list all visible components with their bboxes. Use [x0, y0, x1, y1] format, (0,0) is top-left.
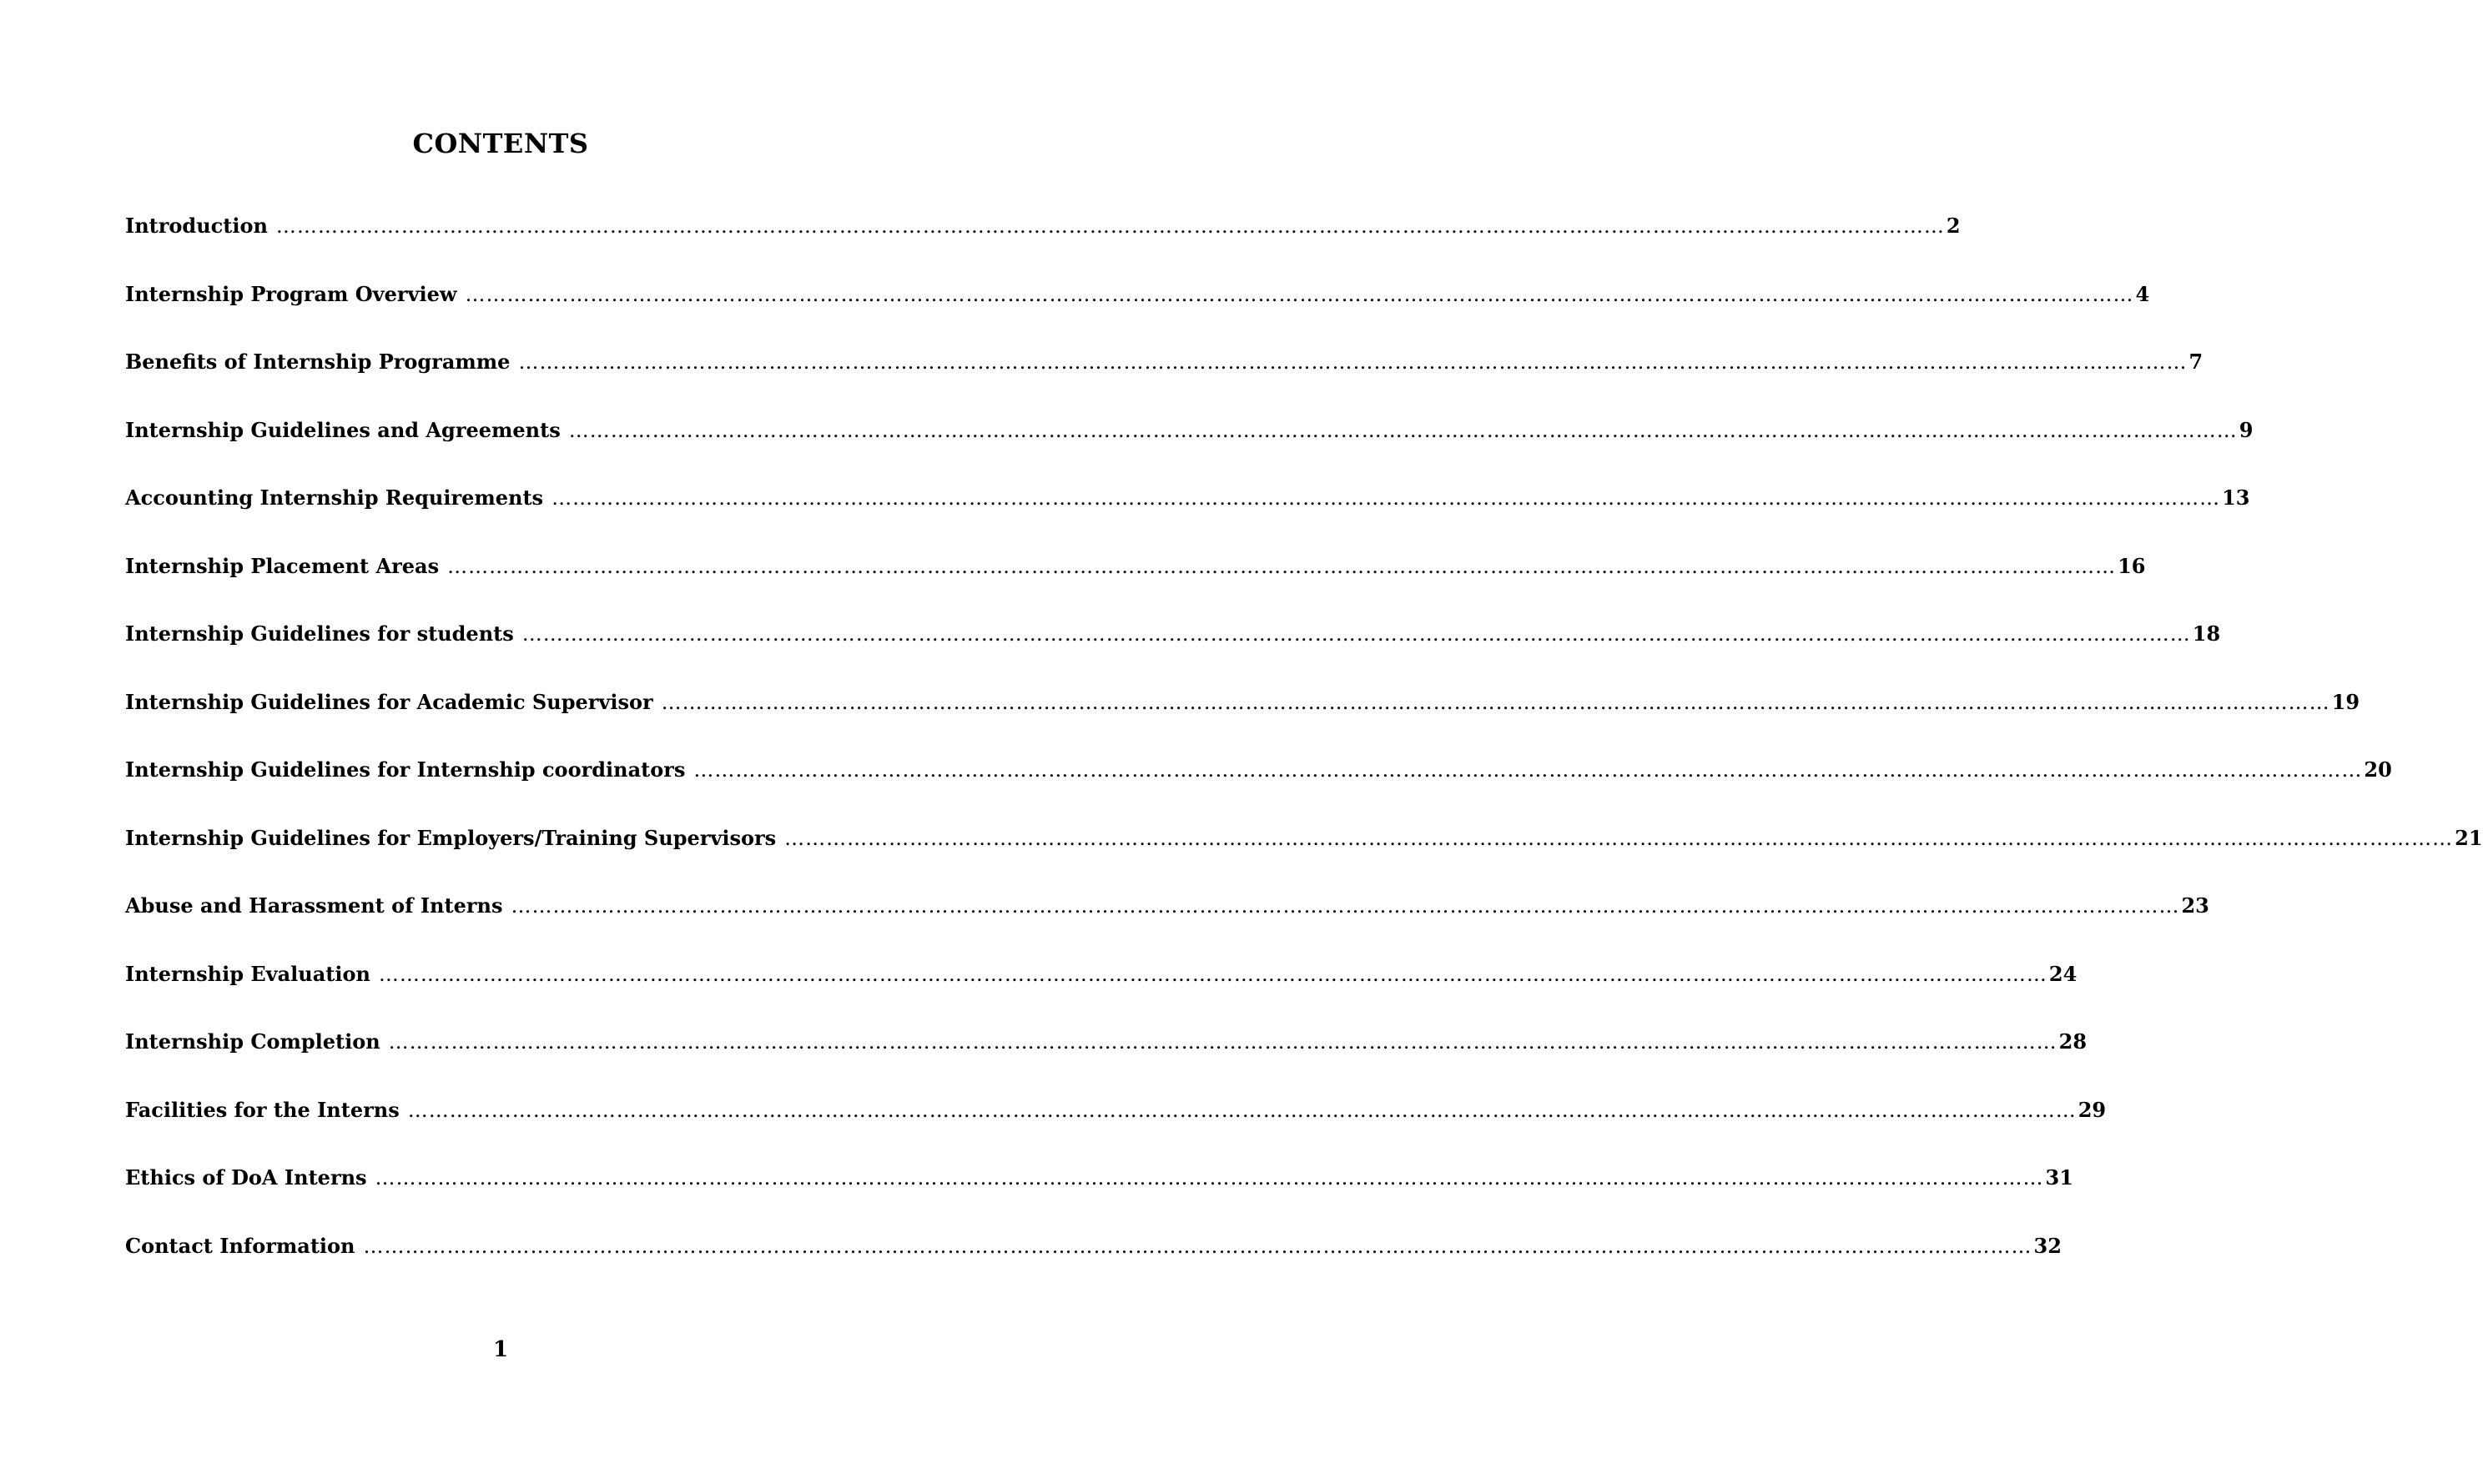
toc-entry-page: 16: [2118, 553, 2146, 578]
toc-entry-page: 28: [2058, 1029, 2088, 1054]
dot-leader: ……………………………………………………………………………………………………………………………………………………………………………………………………………………: [693, 758, 2363, 782]
toc-entry-label: Ethics of DoA Interns: [125, 1165, 367, 1190]
toc-entry-page: 32: [2033, 1233, 2062, 1258]
toc-entry-contact-information[interactable]: [125, 1233, 2062, 1302]
toc-entry-page: 23: [2181, 893, 2209, 918]
toc-entry-page: 2: [1946, 214, 1961, 238]
toc-entry-accounting-requirements[interactable]: [125, 485, 2250, 554]
toc-entry-label: Internship Guidelines for students: [125, 621, 514, 646]
toc-entry-label: Facilities for the Interns: [125, 1097, 400, 1122]
toc-entry-introduction[interactable]: [125, 214, 1961, 282]
dot-leader: ……………………………………………………………………………………………………………………………………………………………………………………………………………………: [465, 282, 2134, 306]
toc-entry-guidelines-students[interactable]: [125, 621, 2221, 690]
toc-entry-label: Internship Guidelines for Internship coordinators: [125, 757, 686, 782]
page-number: 1: [492, 1337, 509, 1362]
toc-entry-page: 29: [2078, 1097, 2107, 1122]
toc-entry-guidelines-coordinators[interactable]: [125, 757, 2392, 826]
dot-leader: ……………………………………………………………………………………………………………………………………………………………………………………………………………………: [375, 1166, 2044, 1190]
toc-entry-program-overview[interactable]: [125, 281, 2150, 350]
dot-leader: ……………………………………………………………………………………………………………………………………………………………………………………………………………………: [378, 962, 2047, 986]
dot-leader: ……………………………………………………………………………………………………………………………………………………………………………………………………………………: [363, 1234, 2032, 1258]
toc-entry-label: Internship Guidelines for Employers/Training Supervisors: [125, 825, 777, 850]
toc-entry-label: Contact Information: [125, 1233, 355, 1258]
dot-leader: ……………………………………………………………………………………………………………………………………………………………………………………………………………………: [518, 350, 2188, 374]
toc-entry-evaluation[interactable]: [125, 961, 2078, 1030]
toc-entry-guidelines-academic-supervisor[interactable]: [125, 689, 2360, 758]
toc-entry-page: 7: [2188, 350, 2203, 374]
toc-entry-label: Internship Guidelines for Academic Supervisor: [125, 689, 653, 714]
toc-entry-completion[interactable]: [125, 1029, 2088, 1098]
toc-entry-guidelines-employers[interactable]: [125, 825, 2483, 894]
dot-leader: ……………………………………………………………………………………………………………………………………………………………………………………………………………………: [275, 214, 1945, 238]
toc-entry-page: 13: [2222, 485, 2250, 510]
toc-entry-label: Benefits of Internship Programme: [125, 350, 511, 374]
toc-entry-facilities[interactable]: [125, 1097, 2107, 1166]
toc-entry-page: 24: [2048, 961, 2078, 986]
toc-entry-page: 21: [2455, 825, 2483, 850]
toc-entry-guidelines-agreements[interactable]: [125, 417, 2254, 486]
toc-entry-label: Internship Completion: [125, 1029, 380, 1054]
toc-entry-placement-areas[interactable]: [125, 553, 2146, 622]
dot-leader: ……………………………………………………………………………………………………………………………………………………………………………………………………………………: [511, 894, 2180, 918]
toc-entry-label: Introduction: [125, 214, 268, 238]
toc-entry-label: Abuse and Harassment of Interns: [125, 893, 503, 918]
toc-entry-label: Internship Evaluation: [125, 961, 370, 986]
toc-entry-page: 31: [2045, 1165, 2073, 1190]
toc-entry-label: Accounting Internship Requirements: [125, 485, 544, 510]
dot-leader: ……………………………………………………………………………………………………………………………………………………………………………………………………………………: [551, 486, 2221, 510]
dot-leader: ……………………………………………………………………………………………………………………………………………………………………………………………………………………: [784, 826, 2454, 850]
dot-leader: ……………………………………………………………………………………………………………………………………………………………………………………………………………………: [447, 554, 2117, 578]
toc-entry-page: 20: [2364, 757, 2392, 782]
toc-entry-label: Internship Program Overview: [125, 281, 457, 306]
toc-entry-page: 18: [2192, 621, 2221, 646]
toc-entry-benefits[interactable]: [125, 350, 2203, 418]
toc-entry-page: 19: [2331, 689, 2360, 714]
dot-leader: ……………………………………………………………………………………………………………………………………………………………………………………………………………………: [521, 622, 2191, 646]
page-title: CONTENTS: [412, 128, 589, 159]
toc-entry-abuse-harassment[interactable]: [125, 893, 2209, 962]
toc-entry-label: Internship Guidelines and Agreements: [125, 417, 561, 442]
toc-entry-label: Internship Placement Areas: [125, 553, 440, 578]
dot-leader: ……………………………………………………………………………………………………………………………………………………………………………………………………………………: [407, 1098, 2077, 1122]
table-of-contents: [125, 214, 2483, 1301]
dot-leader: ……………………………………………………………………………………………………………………………………………………………………………………………………………………: [661, 690, 2330, 714]
dot-leader: ……………………………………………………………………………………………………………………………………………………………………………………………………………………: [568, 418, 2238, 442]
dot-leader: ……………………………………………………………………………………………………………………………………………………………………………………………………………………: [388, 1030, 2057, 1054]
toc-entry-page: 9: [2239, 417, 2254, 442]
toc-entry-page: 4: [2135, 281, 2150, 306]
toc-entry-ethics[interactable]: [125, 1165, 2073, 1234]
